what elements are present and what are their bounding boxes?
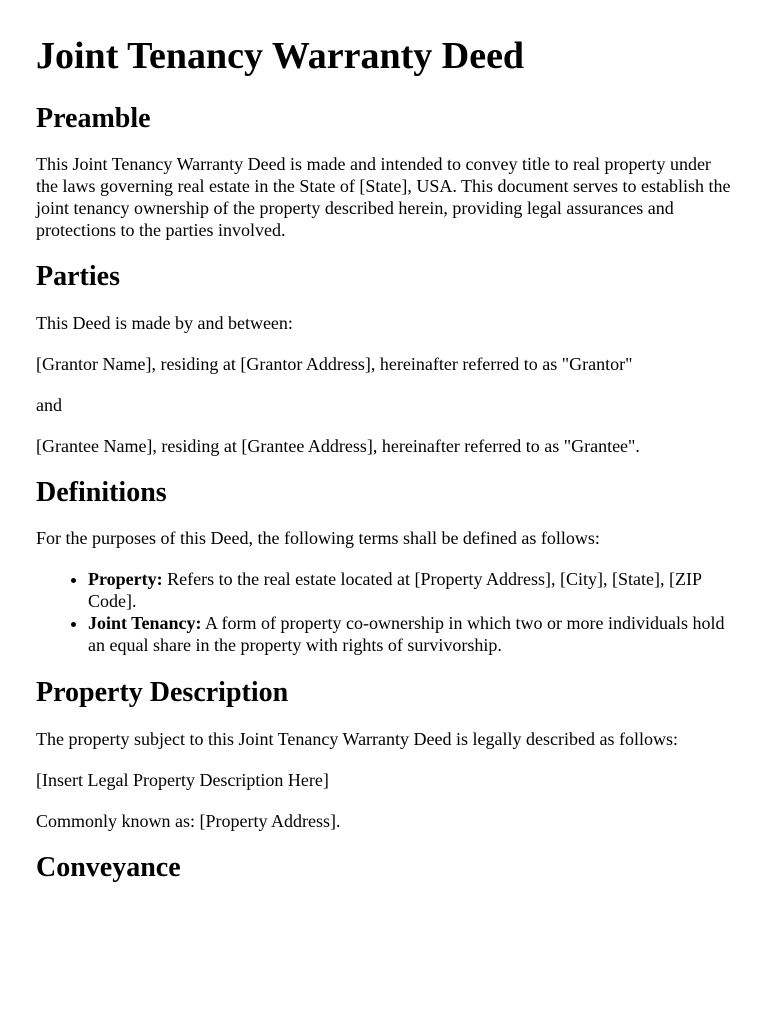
legal-description: [Insert Legal Property Description Here] — [36, 769, 329, 790]
parties-conjunction: and — [36, 394, 62, 415]
definitions-section — [36, 476, 734, 657]
common-name: Commonly known as: [Property Address]. — [36, 810, 341, 831]
definitions-intro: For the purposes of this Deed, the following terms shall be defined as follows: — [36, 528, 600, 549]
definition-text: Refers to the real estate located at [Property Address], [City], [State], [ZIP Code]. — [88, 569, 702, 612]
definition-item-property — [88, 568, 734, 612]
property-description-heading: Property Description — [36, 677, 289, 709]
definition-term: Property: — [88, 569, 163, 590]
definition-item-joint-tenancy — [88, 612, 734, 656]
definition-text: A form of property co-ownership in which two or more individuals hold an equal share in the property with rights of survivorship. — [88, 613, 725, 656]
document-title: Joint Tenancy Warranty Deed — [36, 35, 525, 77]
definitions-heading: Definitions — [36, 476, 167, 508]
preamble-text: This Joint Tenancy Warranty Deed is made and intended to convey title to real property under the laws governing real estate in the State of [State], USA. This document serves to establish the joint tenancy ownership of the property described herein, providing legal assurances and protections to the parties involved. — [36, 154, 731, 241]
parties-section — [36, 260, 734, 457]
preamble-heading: Preamble — [36, 102, 151, 134]
parties-intro: This Deed is made by and between: — [36, 312, 293, 333]
parties-heading: Parties — [36, 261, 120, 293]
grantor-clause: [Grantor Name], residing at [Grantor Address], hereinafter referred to as "Grantor" — [36, 353, 633, 374]
conveyance-section — [36, 851, 734, 885]
property-description-intro: The property subject to this Joint Tenancy Warranty Deed is legally described as follows: — [36, 728, 678, 749]
preamble-section — [36, 102, 734, 242]
property-description-section — [36, 676, 734, 832]
conveyance-heading: Conveyance — [36, 851, 181, 883]
definition-term: Joint Tenancy: — [88, 613, 202, 634]
definitions-list — [36, 568, 734, 656]
grantee-clause: [Grantee Name], residing at [Grantee Address], hereinafter referred to as "Grantee". — [36, 435, 640, 456]
